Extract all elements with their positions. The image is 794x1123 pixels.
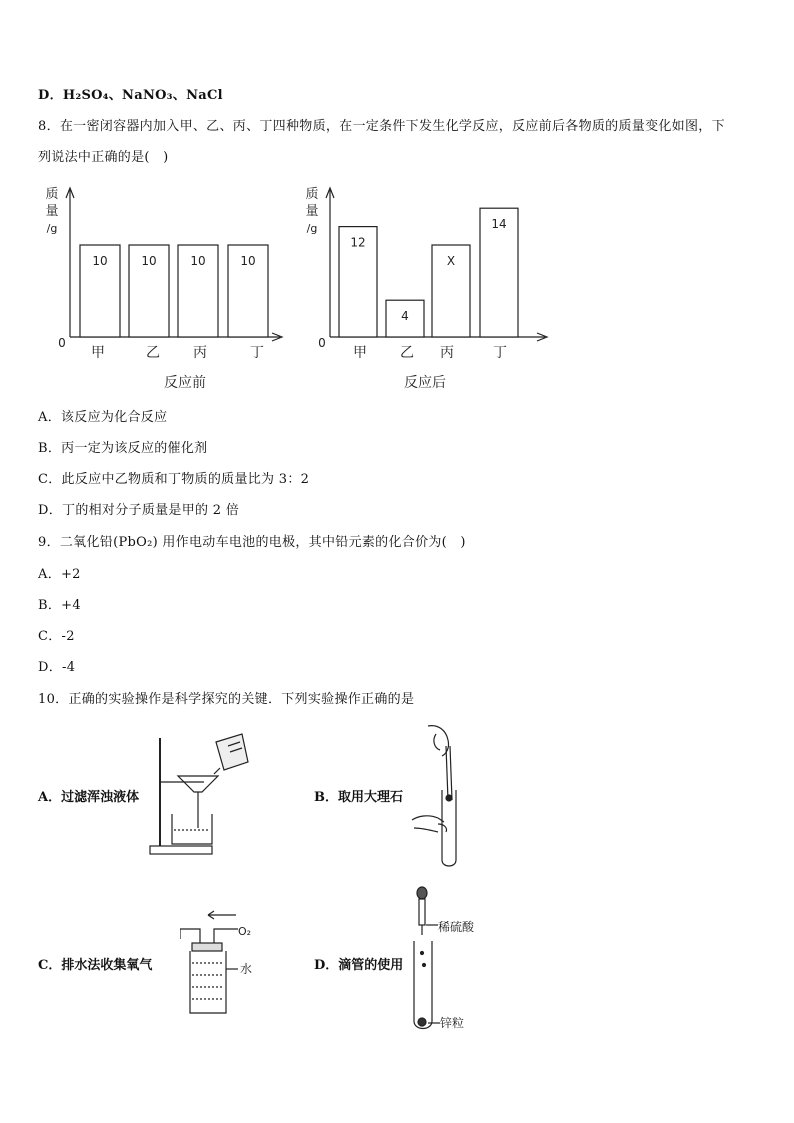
chart2-value-label: 14 [491, 217, 507, 232]
chart1-category-label: 丁 [250, 345, 264, 361]
filtration-illustration [148, 728, 268, 858]
chart2-category-label: 甲 [353, 345, 367, 361]
q8-option-d: D．丁的相对分子质量是甲的 2 倍 [38, 503, 240, 518]
chart1-ylabel: /g [46, 222, 58, 235]
chart2-category-label: 乙 [400, 345, 414, 361]
chart2-value-label: 4 [401, 309, 409, 324]
zinc-label: 锌粒 [440, 1016, 465, 1030]
o2-label: O₂ [238, 925, 252, 938]
chart2-value-label: X [446, 254, 456, 268]
q10-option-c: C．排水法收集氧气 [38, 958, 153, 973]
q8-stem-line2: 列说法中正确的是( ) [38, 150, 169, 165]
marble-tube-illustration [408, 720, 478, 870]
chart1-value-label: 10 [141, 254, 157, 268]
q9-option-b: B．+4 [38, 598, 81, 613]
chart1-value-label: 10 [240, 254, 256, 268]
q10-option-b: B．取用大理石 [314, 790, 403, 805]
q9-option-d: D．-4 [38, 660, 76, 675]
chart1-category-label: 丙 [193, 345, 207, 361]
q10-option-a: A．过滤浑浊液体 [38, 790, 140, 805]
chart1-origin-label: 0 [58, 336, 66, 350]
chart2-origin-label: 0 [318, 336, 326, 350]
dropper-illustration [408, 885, 498, 1035]
chart1-ylabel: 质 [45, 187, 59, 202]
chart2-ylabel: /g [306, 222, 318, 235]
q9-option-c: C．-2 [38, 629, 75, 644]
q8-stem-line1: 8．在一密闭容器内加入甲、乙、丙、丁四种物质，在一定条件下发生化学反应，反应前后各物质的质量变化如图，下 [38, 119, 725, 134]
acid-label: 稀硫酸 [438, 920, 475, 934]
q8-charts [0, 178, 794, 408]
q10-option-d: D．滴管的使用 [314, 958, 404, 973]
chart2-ylabel: 质 [305, 187, 319, 202]
chart1-ylabel: 量 [45, 204, 59, 219]
chart1-value-label: 10 [92, 254, 108, 268]
chart1-category-label: 甲 [91, 345, 105, 361]
q8-option-a: A．该反应为化合反应 [38, 410, 168, 425]
q10-stem: 10．正确的实验操作是科学探究的关键．下列实验操作正确的是 [38, 692, 415, 707]
chart1-value-label: 10 [190, 254, 206, 268]
gas-collection-illustration [180, 905, 290, 1025]
chart2-category-label: 丁 [493, 345, 507, 361]
q9-option-a: A．+2 [38, 567, 81, 582]
q9-stem: 9．二氧化铅(PbO₂) 用作电动车电池的电极，其中铅元素的化合价为( ) [38, 535, 466, 550]
chart1-title: 反应前 [164, 375, 206, 391]
chart2-title: 反应后 [404, 375, 446, 391]
q7-option-d: D．H₂SO₄、NaNO₃、NaCl [38, 88, 223, 103]
chart2-value-label: 12 [350, 235, 366, 250]
chart2-ylabel: 量 [305, 204, 319, 219]
chart1-category-label: 乙 [146, 345, 160, 361]
q8-option-c: C．此反应中乙物质和丁物质的质量比为 3：2 [38, 472, 310, 487]
q8-option-b: B．丙一定为该反应的催化剂 [38, 441, 208, 456]
water-label: 水 [240, 962, 253, 976]
chart2-category-label: 丙 [440, 345, 454, 361]
